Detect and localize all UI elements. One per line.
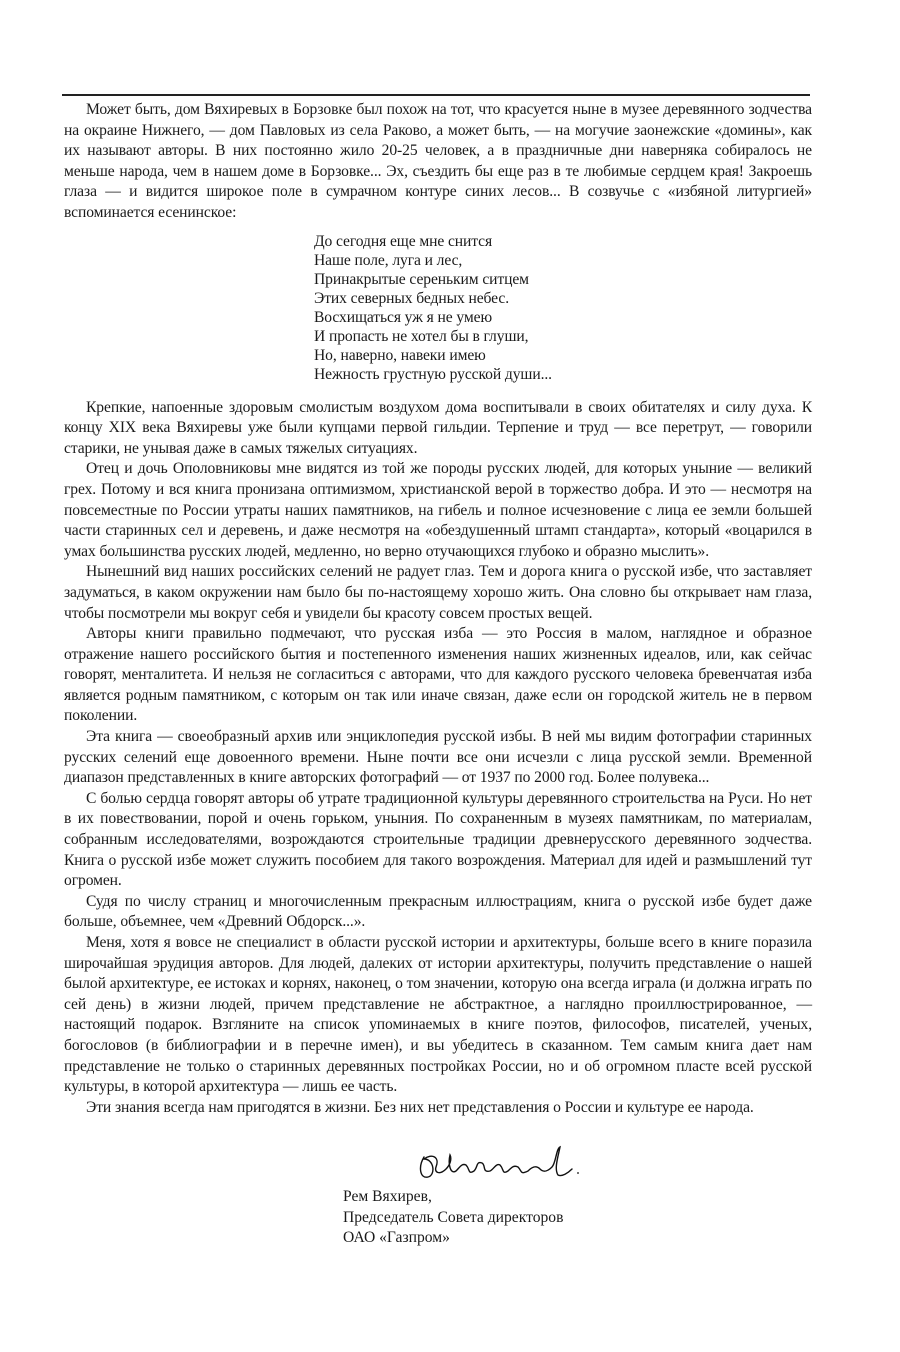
poem-line: Этих северных бедных небес. (314, 289, 510, 307)
signer-block (343, 1187, 563, 1249)
paragraph: Отец и дочь Ополовниковы мне видятся из той же породы русских людей, для которых уныние — великий грех. Потому и вся книга пронизана оптимизмом, христианской верой в торжество добра. И это — несмотря на повсеместные по России утраты наших памятников, на гибель и полное исчезновение с лица ее земли большей части старинных сел и деревень, и даже несмотря на «обездушенный штамп стандарта», который «воцарился в умах большинства русских людей, медленно, но верно отучающихся глубоко и образно мыслить». (64, 460, 812, 560)
poem-line: До сегодня еще мне снится (314, 232, 493, 250)
signer-position: Председатель Совета директоров (343, 1208, 564, 1226)
paragraph: С болью сердца говорят авторы об утрате традиционной культуры деревянного строительства на Руси. Но нет в их повествовании, порой и очень горьком, уныния. По сохраненным в музеях памятникам, по материалам, собранным исследователями, возрождаются строительные традиции древнерусского деревянного зодчества. Книга о русской избе может служить пособием для такого возрождения. Материал для идей и размышлений тут огромен. (64, 789, 812, 890)
paragraph: Судя по числу страниц и многочисленным прекрасным иллюстрациям, книга о русской избе будет даже больше, объемнее, чем «Древний Обдорск...». (64, 892, 812, 931)
poem-line: Восхищаться уж я не умею (314, 308, 493, 326)
paragraph: Нынешний вид наших российских селений не радует глаз. Тем и дорога книга о русской избе, что заставляет задуматься, в каком окружении нам было бы по-настоящему хорошо жить. Она словно бы открывает нам глаза, чтобы посмотрели мы вокруг себя и увидели бы красоту совсем простых вещей. (64, 563, 812, 622)
paragraph: Может быть, дом Вяхиревых в Борзовке был похож на тот, что красуется ныне в музее деревянного зодчества на окраине Нижнего, — дом Павловых из села Раково, а может быть, — на могучие заонежские «домины», как их называют авторы. В них постоянно жило 20-25 человек, а в праздничные дни наверняка собиралось не меньше народа, чем в нашем доме в Борзовке... Эх, съездить бы еще раз в те любимые сердцем края! Закроешь глаза — и видится широкое поле в сумрачном контуре синих лесов... В созвучье с «избяной литургией» вспоминается есенинское: (64, 101, 812, 221)
paragraph: Меня, хотя я вовсе не специалист в области русской истории и архитектуры, больше всего в книге поразила широчайшая эрудиция авторов. Для людей, далеких от истории архитектуры, получить представление о нашей былой архитектуре, ее истоках и корнях, наконец, о том значении, которую она всегда играла (и должна играть по сей день) в жизни людей, причем представление не абстрактное, а наглядно проиллюстрированное, — настоящий подарок. Взгляните на список упоминаемых в книге поэтов, философов, писателей, ученых, богословов (в библиографии и в перечне имен), и вы убедитесь в сказанном. Тем самым книга дает нам представление не только о старинных деревянных постройках России, но и об огромном пласте всей русской культуры, в которой архитектура — лишь ее часть. (64, 934, 812, 1096)
poem-line: Но, наверно, навеки имею (314, 346, 486, 364)
poem-line: Нежность грустную русской души... (314, 365, 552, 383)
paragraph: Авторы книги правильно подмечают, что русская изба — это Россия в малом, наглядное и образное отражение нашего российского бытия и постепенного изменения наших жизненных идеалов, или, как сейчас говорят, менталитета. И нельзя не согласиться с авторами, что для каждого русского человека бревенчатая изба является родным памятником, с которым он так или иначе связан, даже если он городской житель не в первом поколении. (64, 625, 812, 725)
signer-organization: ОАО «Газпром» (343, 1229, 450, 1246)
signer-name: Рем Вяхирев, (343, 1188, 432, 1205)
top-rule (62, 94, 810, 96)
article-body (64, 100, 812, 1118)
poem-line: Принакрытые сереньким ситцем (314, 270, 529, 288)
paragraph: Эта книга — своеобразный архив или энциклопедия русской избы. В ней мы видим фотографии старинных русских селений еще довоенного времени. Ныне почти все они исчезли с лица русской земли. Временной диапазон представленных в книге авторских фотографий — от 1937 по 2000 год. Более полувека... (64, 728, 812, 787)
signature-icon (410, 1145, 610, 1185)
poem-line: Наше поле, луга и лес, (314, 251, 463, 269)
paragraph: Эти знания всегда нам пригодятся в жизни. Без них нет представления о России и культуре ее народа. (86, 1098, 754, 1116)
poem-line: И пропасть не хотел бы в глуши, (314, 327, 529, 345)
paragraph: Крепкие, напоенные здоровым смолистым воздухом дома воспитывали в своих обитателях и силу духа. К концу XIX века Вяхиревы уже были купцами первой гильдии. Терпение и труд — все перетрут, — говорили старики, не унывая даже в самых тяжелых ситуациях. (64, 398, 812, 457)
poem-quote (314, 232, 812, 384)
